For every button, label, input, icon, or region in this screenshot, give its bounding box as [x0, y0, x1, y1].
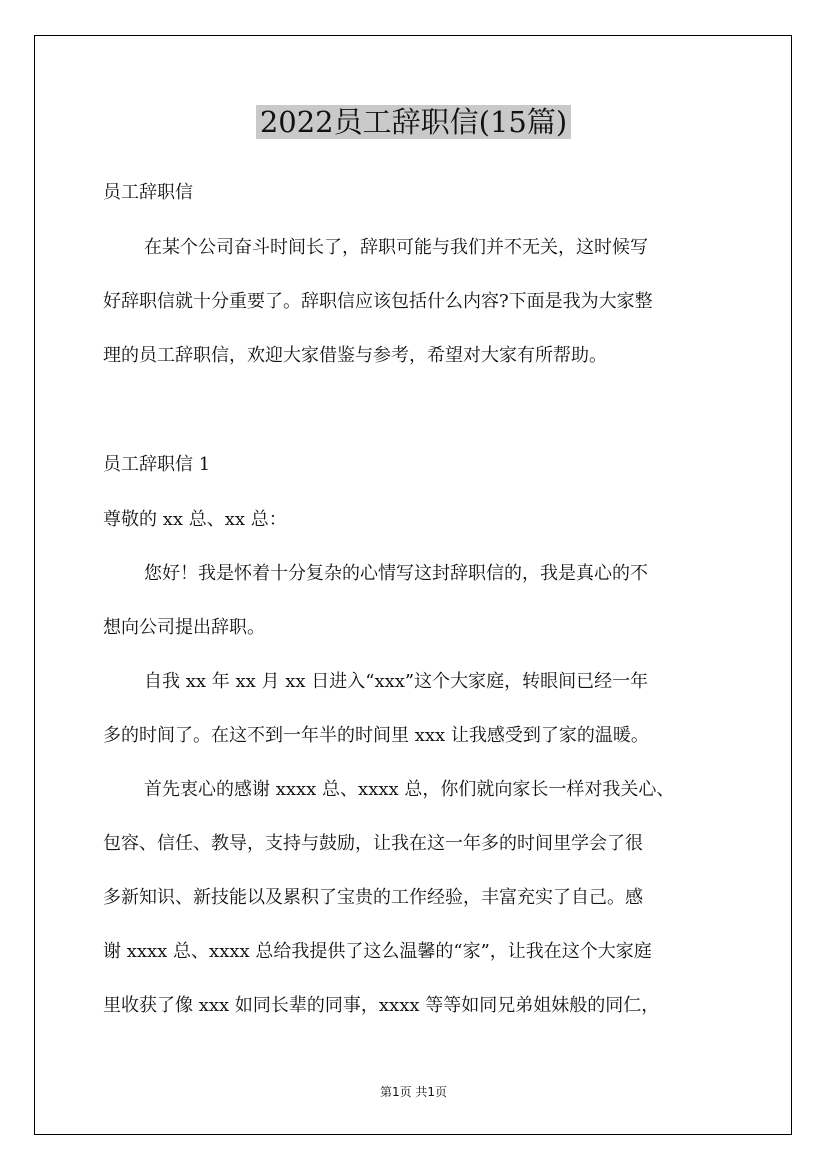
salutation: 尊敬的 xx 总、xx 总：	[103, 509, 287, 530]
body-line: 里收获了像 xxx 如同长辈的同事，xxxx 等等如同兄弟姐妹般的同仁，	[103, 995, 660, 1016]
document-title-text: 2022员工辞职信(15篇)	[256, 105, 571, 139]
body-line: 多的时间了。在这不到一年半的时间里 xxx 让我感受到了家的温暖。	[103, 725, 649, 746]
body-line: 想向公司提出辞职。	[103, 617, 265, 638]
body-line: 自我 xx 年 xx 月 xx 日进入“xxx”这个大家庭，转眼间已经一年	[144, 671, 649, 692]
letter-heading: 员工辞职信 1	[103, 454, 211, 475]
body-line: 首先衷心的感谢 xxxx 总、xxxx 总，你们就向家长一样对我关心、	[144, 779, 675, 800]
body-line: 好辞职信就十分重要了。辞职信应该包括什么内容?下面是我为大家整	[103, 291, 653, 312]
section-heading: 员工辞职信	[103, 182, 193, 203]
body-line: 多新知识、新技能以及累积了宝贵的工作经验，丰富充实了自己。感	[103, 887, 643, 908]
body-line: 包容、信任、教导，支持与鼓励，让我在这一年多的时间里学会了很	[103, 833, 643, 854]
body-line: 谢 xxxx 总、xxxx 总给我提供了这么温馨的“家”，让我在这个大家庭	[103, 941, 652, 962]
body-line: 您好！我是怀着十分复杂的心情写这封辞职信的，我是真心的不	[144, 563, 648, 584]
page-footer: 第1页 共1页	[379, 1085, 448, 1099]
body-line: 在某个公司奋斗时间长了，辞职可能与我们并不无关，这时候写	[144, 237, 648, 258]
body-line: 理的员工辞职信，欢迎大家借鉴与参考，希望对大家有所帮助。	[103, 345, 607, 366]
document-title	[0, 100, 827, 144]
